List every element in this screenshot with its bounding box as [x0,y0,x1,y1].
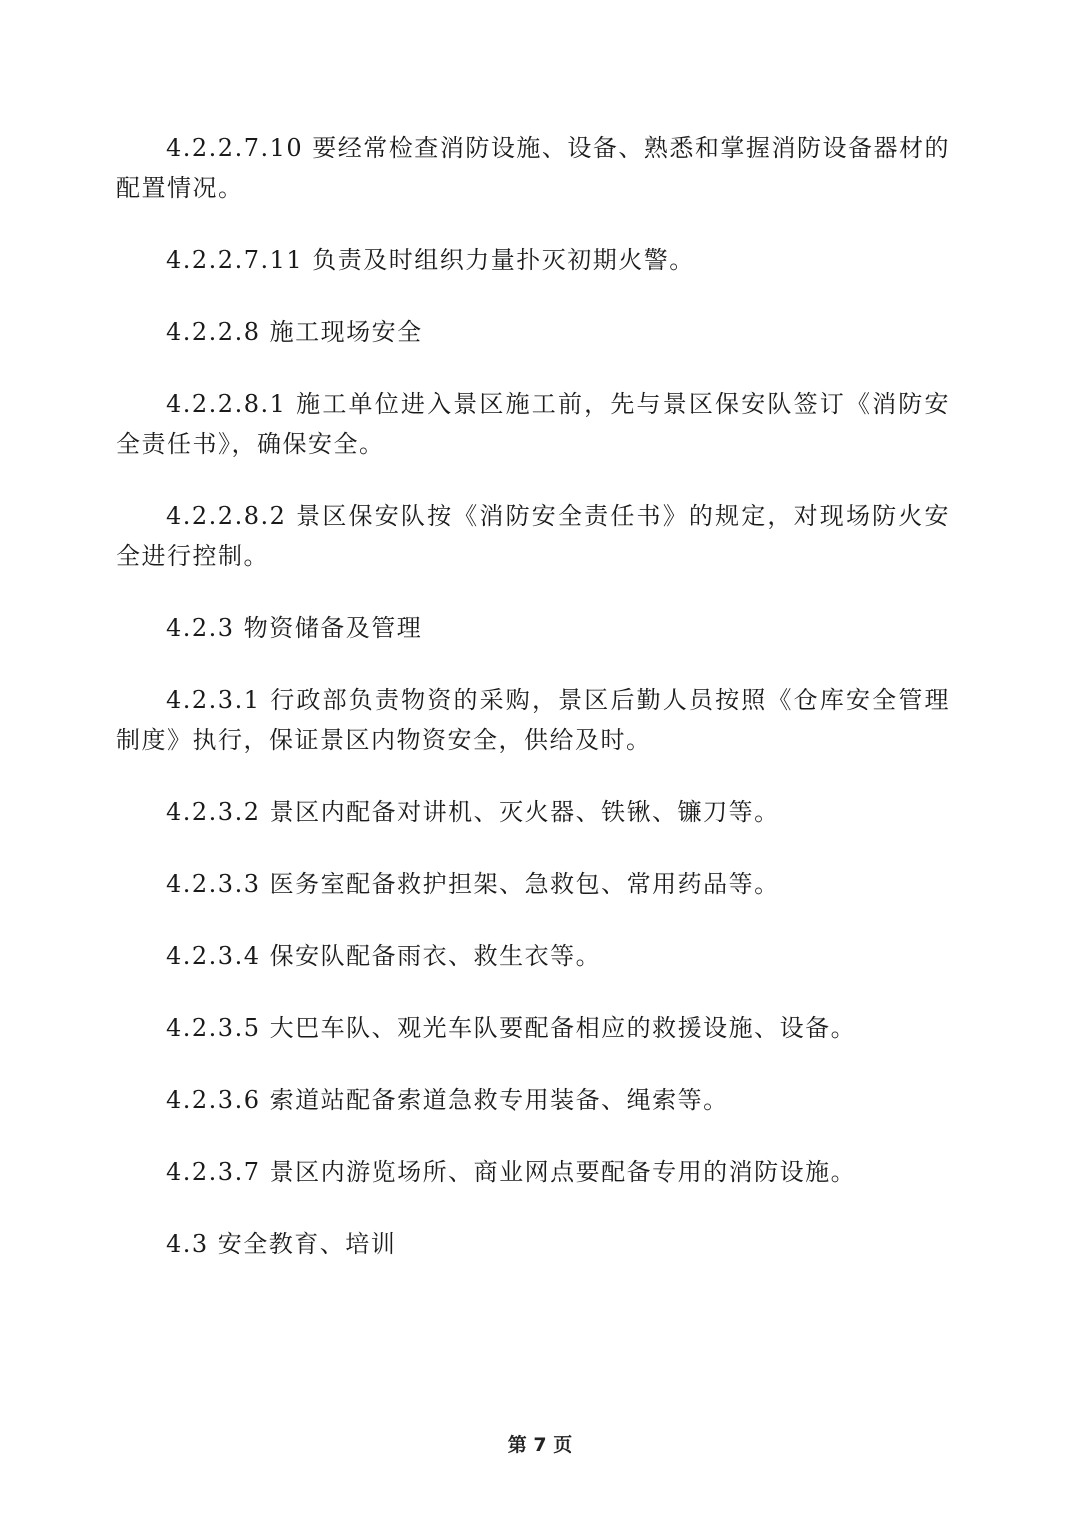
paragraph-4-2-3-2: 4.2.3.2 景区内配备对讲机、灭火器、铁锹、镰刀等。 [166,798,780,826]
paragraph-4-2-2-7-10: 4.2.2.7.10 要经常检查消防设施、设备、熟悉和掌握消防设备器材的配置情况。 [116,134,950,202]
heading-4-2-2-8: 4.2.2.8 施工现场安全 [166,318,423,346]
paragraph-4-2-2-8-2: 4.2.2.8.2 景区保安队按《消防安全责任书》的规定，对现场防火安全进行控制。 [116,502,950,570]
paragraph-4-2-3-6: 4.2.3.6 索道站配备索道急救专用装备、绳索等。 [166,1086,729,1114]
paragraph-4-2-3-7: 4.2.3.7 景区内游览场所、商业网点要配备专用的消防设施。 [166,1158,857,1186]
heading-4-2-3: 4.2.3 物资储备及管理 [166,614,423,642]
document-body [116,128,950,1296]
paragraph-4-2-3-1: 4.2.3.1 行政部负责物资的采购，景区后勤人员按照《仓库安全管理制度》执行，保证景区内物资安全，供给及时。 [116,686,950,754]
heading-4-3: 4.3 安全教育、培训 [166,1230,397,1258]
paragraph-4-2-3-4: 4.2.3.4 保安队配备雨衣、救生衣等。 [166,942,602,970]
paragraph-4-2-2-7-11: 4.2.2.7.11 负责及时组织力量扑灭初期火警。 [166,246,695,274]
page-number-footer: 第 7 页 [507,1434,573,1456]
paragraph-4-2-3-5: 4.2.3.5 大巴车队、观光车队要配备相应的救援设施、设备。 [166,1014,857,1042]
paragraph-4-2-3-3: 4.2.3.3 医务室配备救护担架、急救包、常用药品等。 [166,870,780,898]
paragraph-4-2-2-8-1: 4.2.2.8.1 施工单位进入景区施工前，先与景区保安队签订《消防安全责任书》，确保安全。 [116,390,950,458]
